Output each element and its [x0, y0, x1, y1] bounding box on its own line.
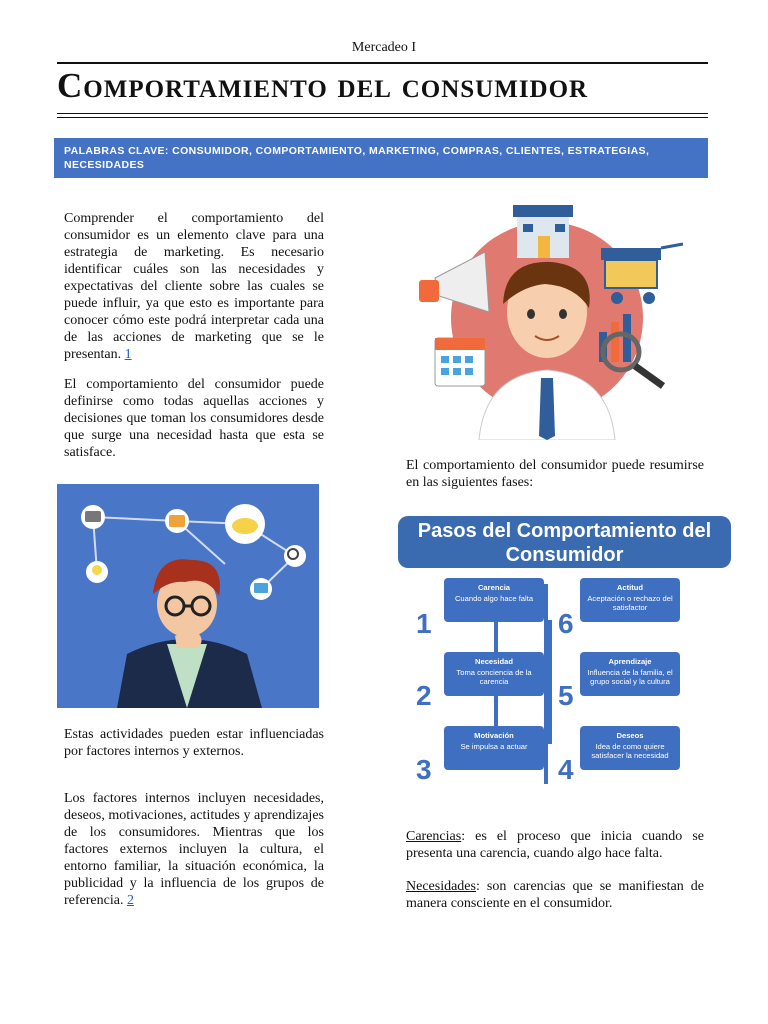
title-bottom-rule-2 — [57, 117, 708, 118]
consumer-hero-image — [405, 200, 705, 440]
term-carencias: Carencias — [406, 829, 462, 844]
step-box-aprendizaje — [580, 652, 680, 696]
footnote-link-1[interactable]: 1 — [124, 347, 132, 362]
steps-infographic — [398, 516, 731, 788]
step-title: Necesidad — [475, 657, 513, 666]
step-box-deseos — [580, 726, 680, 770]
step-box-carencia — [444, 578, 544, 622]
keywords-banner: PALABRAS CLAVE: CONSUMIDOR, COMPORTAMIENTO, MARKETING, COMPRAS, CLIENTES, ESTRATEGIAS, NECESIDADES — [54, 138, 708, 178]
step-title: Aprendizaje — [608, 657, 652, 666]
thinking-person-image — [57, 484, 319, 708]
step-desc: Cuando algo hace falta — [454, 594, 534, 603]
step-title: Motivación — [474, 731, 514, 740]
definition-carencias-text: : es el proceso que inicia cuando se presenta una carencia, cuando algo hace falta. — [406, 829, 704, 861]
shopping-cart-icon — [601, 244, 683, 304]
page-title: Comportamiento del consumidor — [57, 66, 589, 105]
consumer-illustration — [405, 200, 705, 440]
step-title: Actitud — [616, 583, 644, 592]
steps-title-line-1: Pasos del Comportamiento del — [417, 520, 712, 542]
phases-intro: El comportamiento del consumidor puede resumirse en las siguientes fases: — [406, 458, 704, 490]
mid-connector-left — [548, 620, 552, 744]
step-number-3: 3 — [416, 754, 432, 785]
intro-text: Comprender el comportamiento del consumidor es un elemento clave para una estrategia de marketing. Es necesario identificar cuáles son las necesidades y expectativas del cliente sobre las cuales se puede influir, ya que esto es importante para conocer cómo este podrá interpretar cada una de las acciones de marketing que se le presentan. — [64, 211, 324, 362]
steps-title — [398, 516, 731, 568]
step-title: Carencia — [477, 583, 511, 592]
definition-necesidades-text: : son carencias que se manifiestan de manera consciente en el consumidor. — [406, 879, 704, 911]
step-desc: Idea de como quiere satisfacer la necesidad — [591, 742, 669, 760]
definition-paragraph: El comportamiento del consumidor puede definirse como todas aquellas acciones y decisiones que toman los consumidores desde que surge una necesidad hasta que esta se satisface. — [64, 377, 324, 460]
steps-title-line-2: Consumidor — [505, 544, 624, 566]
step-title: Deseos — [616, 731, 644, 740]
step-desc: Toma conciencia de la carencia — [456, 668, 532, 686]
step-box-necesidad — [444, 652, 544, 696]
thinking-person-illustration — [57, 484, 319, 708]
title-top-rule — [57, 62, 708, 64]
step-number-6: 6 — [558, 608, 574, 639]
step-box-motivacion — [444, 726, 544, 770]
factors-paragraph: Estas actividades pueden estar influenciadas por factores internos y externos. — [64, 727, 324, 759]
step-desc: Aceptación o rechazo del satisfactor — [587, 594, 673, 612]
step-number-1: 1 — [416, 608, 432, 639]
step-box-actitud — [580, 578, 680, 622]
center-connector — [544, 584, 548, 784]
internal-external-paragraph — [64, 790, 324, 909]
definition-necesidades — [406, 878, 704, 912]
step-number-5: 5 — [558, 680, 574, 711]
course-header: Mercadeo I — [351, 40, 417, 55]
step-desc: Se impulsa a actuar — [460, 742, 528, 751]
footnote-link-2[interactable]: 2 — [126, 893, 134, 908]
factors-text: Los factores internos incluyen necesidades, deseos, motivaciones, actitudes y aprendizajes de los consumidores. Mientras que los factores externos incluyen la cultura, el entorno familiar, la situación económica, la publicidad y la influencia de los grupos de referencia. — [64, 791, 324, 908]
term-necesidades: Necesidades — [406, 879, 476, 894]
calendar-icon — [435, 338, 485, 386]
store-icon — [513, 205, 573, 258]
step-desc: Influencia de la familia, el grupo social y la cultura — [587, 668, 673, 686]
step-number-2: 2 — [416, 680, 432, 711]
intro-paragraph — [64, 210, 324, 363]
title-bottom-rule — [57, 113, 708, 114]
step-number-4: 4 — [558, 754, 574, 785]
definition-carencias — [406, 828, 704, 862]
